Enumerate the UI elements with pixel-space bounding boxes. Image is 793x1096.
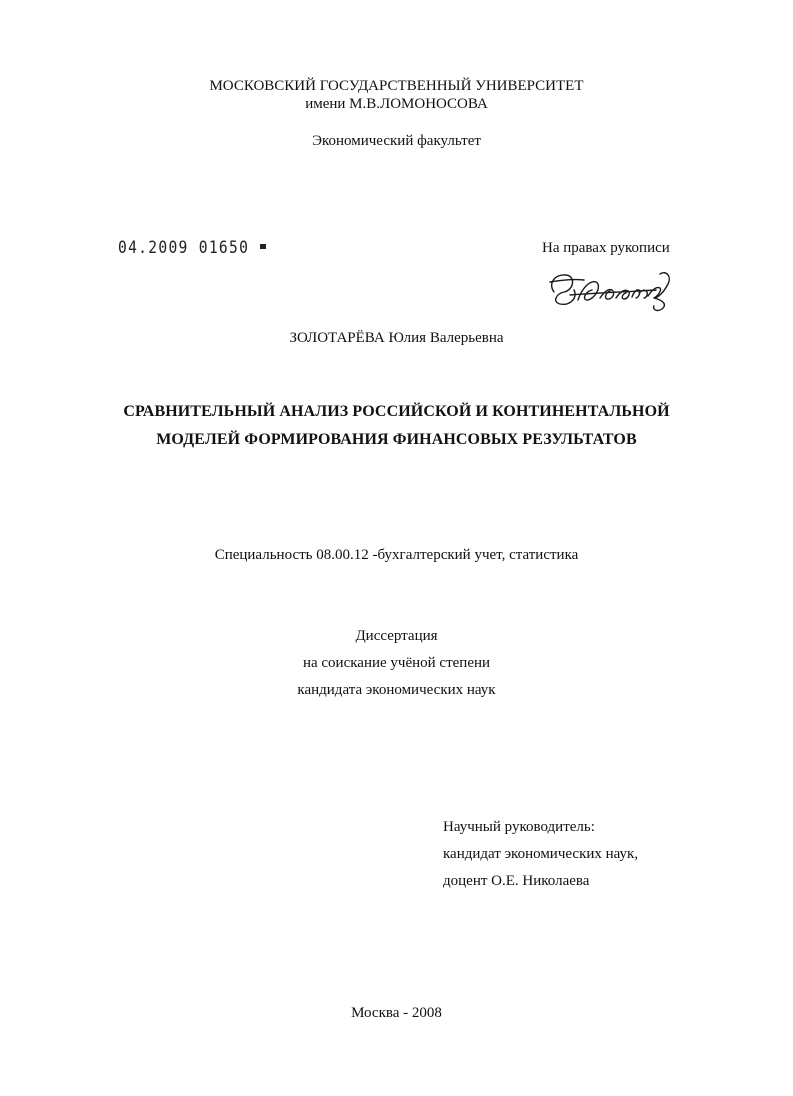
author-name: ЗОЛОТАРЁВА Юлия Валерьевна — [289, 330, 504, 346]
university-name-line2: имени М.В.ЛОМОНОСОВА — [305, 96, 488, 112]
supervisor-degree: кандидат экономических наук, — [443, 846, 639, 862]
stamp-mark — [260, 244, 266, 249]
dissertation-type: Диссертация — [355, 628, 438, 644]
dissertation-title-line1: СРАВНИТЕЛЬНЫЙ АНАЛИЗ РОССИЙСКОЙ И КОНТИНЕНТАЛЬНОЙ — [123, 403, 670, 420]
degree-purpose: на соискание учёной степени — [302, 655, 491, 671]
degree-name: кандидата экономических наук — [297, 682, 496, 698]
registration-stamp: 04.2009 01650 — [118, 238, 250, 258]
place-and-year: Москва - 2008 — [351, 1005, 442, 1021]
supervisor-label: Научный руководитель: — [443, 819, 595, 835]
handwritten-signature — [544, 262, 680, 314]
supervisor-name: доцент О.Е. Николаева — [443, 873, 590, 889]
specialty: Специальность 08.00.12 -бухгалтерский учет, статистика — [214, 547, 579, 563]
dissertation-title-line2: МОДЕЛЕЙ ФОРМИРОВАНИЯ ФИНАНСОВЫХ РЕЗУЛЬТАТОВ — [156, 431, 637, 448]
university-name-line1: МОСКОВСКИЙ ГОСУДАРСТВЕННЫЙ УНИВЕРСИТЕТ — [209, 78, 584, 94]
rights-note: На правах рукописи — [542, 240, 670, 256]
faculty-name: Экономический факультет — [312, 133, 481, 149]
